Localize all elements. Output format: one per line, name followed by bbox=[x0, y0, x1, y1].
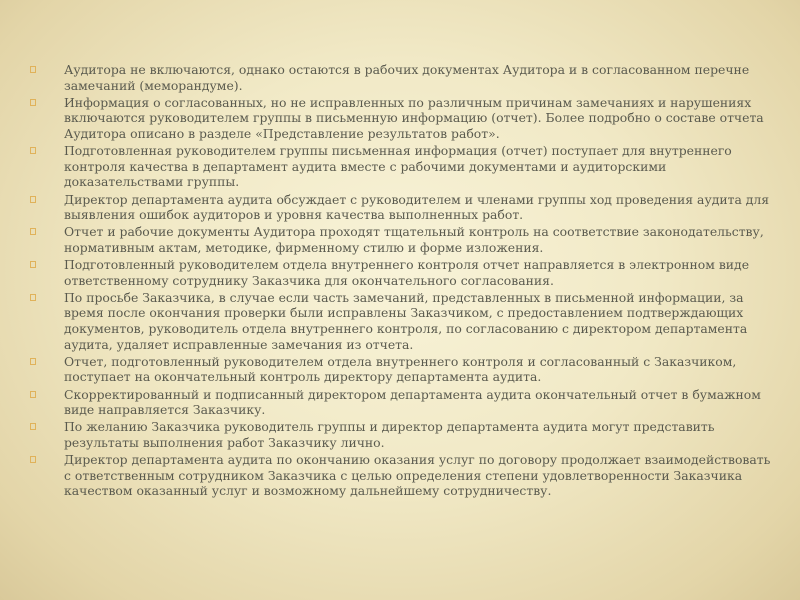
outline-square-bullet-icon bbox=[30, 261, 36, 268]
list-item bbox=[30, 62, 775, 93]
list-item-text: Подготовленный руководителем отдела внутреннего контроля отчет направляется в электронном виде ответственному сотруднику Заказчика для окончательного согласования. bbox=[64, 257, 750, 288]
list-item-text: Аудитора не включаются, однако остаются в рабочих документах Аудитора и в согласованном перечне замечаний (меморандуме). bbox=[64, 62, 750, 93]
list-item-text: Подготовленная руководителем группы письменная информация (отчет) поступает для внутреннего контроля качества в департамент аудита вместе с рабочими документами и аудиторскими доказательствами группы. bbox=[64, 143, 732, 190]
outline-square-bullet-icon bbox=[30, 147, 36, 154]
list-item bbox=[30, 143, 775, 190]
outline-square-bullet-icon bbox=[30, 66, 36, 73]
list-item-text: Отчет и рабочие документы Аудитора проходят тщательный контроль на соответствие законодательству, нормативным актам, методике, фирменному стилю и форме изложения. bbox=[64, 224, 764, 255]
list-item bbox=[30, 95, 775, 142]
list-item bbox=[30, 419, 775, 450]
outline-square-bullet-icon bbox=[30, 423, 36, 430]
outline-square-bullet-icon bbox=[30, 294, 36, 301]
outline-square-bullet-icon bbox=[30, 391, 36, 398]
bullet-list bbox=[30, 62, 775, 501]
list-item bbox=[30, 257, 775, 288]
list-item bbox=[30, 452, 775, 499]
list-item bbox=[30, 387, 775, 418]
outline-square-bullet-icon bbox=[30, 456, 36, 463]
outline-square-bullet-icon bbox=[30, 99, 36, 106]
outline-square-bullet-icon bbox=[30, 358, 36, 365]
list-item-text: Отчет, подготовленный руководителем отдела внутреннего контроля и согласованный с Заказчиком, поступает на окончательный контроль директору департамента аудита. bbox=[64, 353, 737, 385]
list-item-text: По просьбе Заказчика, в случае если часть замечаний, представленных в письменной информации, за время после окончания проверки были исправлены Заказчиком, с предоставлением подтверждающих документов, руководитель отдела внутреннего контроля, по согласованию с директором департамента аудита, удаляет исправленные замечания из отчета. bbox=[64, 289, 748, 352]
list-item bbox=[30, 290, 775, 352]
outline-square-bullet-icon bbox=[30, 196, 36, 203]
list-item bbox=[30, 192, 775, 223]
list-item-text: Директор департамента аудита по окончанию оказания услуг по договору продолжает взаимодействовать с ответственным сотрудником Заказчика с целью определения степени удовлетворенности Заказчика качеством оказанный услуг и возможному дальнейшему сотрудничеству. bbox=[64, 452, 771, 499]
list-item-text: Директор департамента аудита обсуждает с руководителем и членами группы ход проведения аудита для выявления ошибок аудиторов и уровня качества выполненных работ. bbox=[64, 191, 770, 223]
list-item-text: Скорректированный и подписанный директором департамента аудита окончательный отчет в бумажном виде направляется Заказчику. bbox=[64, 386, 761, 418]
list-item-text: Информация о согласованных, но не исправленных по различным причинам замечаниях и нарушениях включаются руководителем группы в письменную информацию (отчет). Более подробно о составе отчета Аудитора описано в разделе «Представление результатов работ». bbox=[64, 94, 764, 141]
list-item bbox=[30, 354, 775, 385]
list-item-text: По желанию Заказчика руководитель группы и директор департамента аудита могут представить результаты выполнения работ Заказчику лично. bbox=[64, 419, 715, 450]
list-item bbox=[30, 224, 775, 255]
outline-square-bullet-icon bbox=[30, 228, 36, 235]
